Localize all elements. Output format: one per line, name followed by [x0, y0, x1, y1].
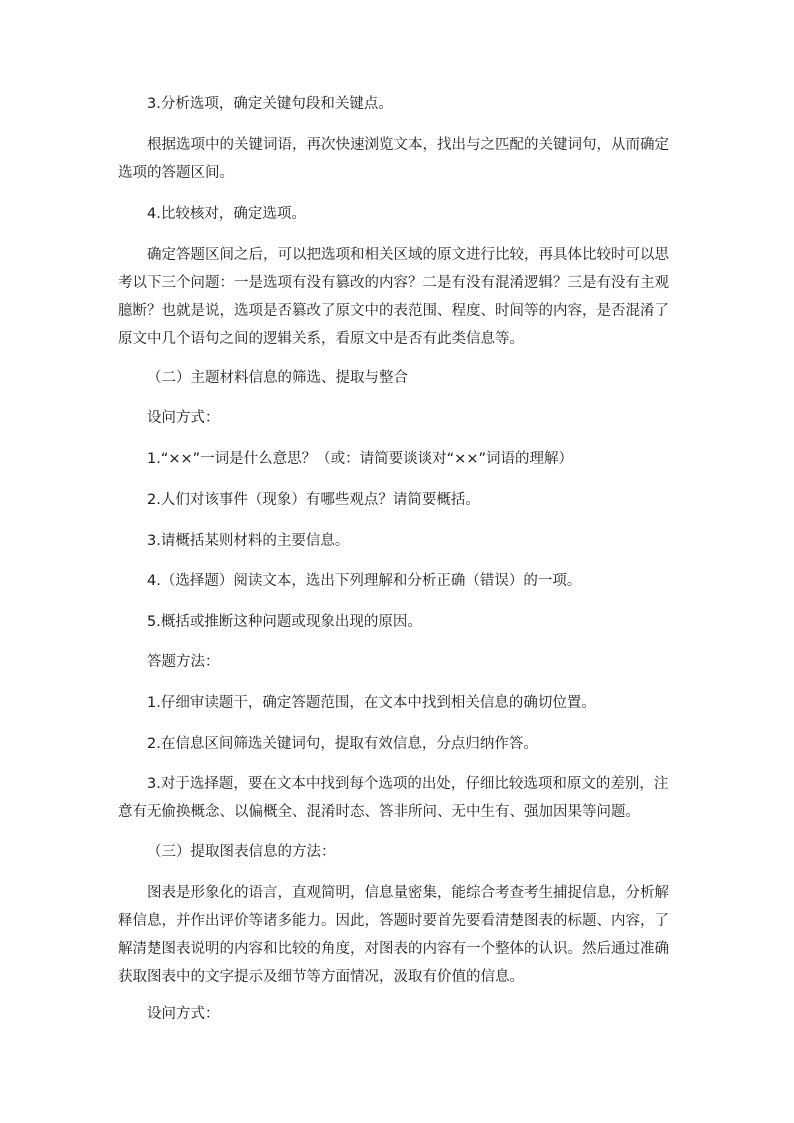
paragraph-keywords: 根据选项中的关键词语，再次快速浏览文本，找出与之匹配的关键词句，从而确定选项的答题区间。 [118, 137, 669, 181]
list-item-4: 4.（选择题）阅读文本，选出下列理解和分析正确（错误）的一项。 [147, 573, 582, 589]
paragraph-compare: 确定答题区间之后，可以把选项和相关区域的原文进行比较，再具体比较时可以思考以下三个问题：一是选项有没有篡改的内容？二是有没有混淆逻辑？三是有没有主观臆断？也就是说，选项是否篡改了原文中的表范围、程度、时间等的内容，是否混淆了原文中几个语句之间的逻辑关系，看原文中是否有此类信息等。 [118, 247, 669, 347]
section-heading-3: （三）提取图表信息的方法： [147, 844, 336, 860]
list-item-2: 2.人们对该事件（现象）有哪些观点？请简要概括。 [147, 492, 480, 508]
list-item-3: 3.请概括某则材料的主要信息。 [147, 533, 350, 549]
method-item-2: 2.在信息区间筛选关键词句，提取有效信息，分点归纳作答。 [147, 736, 538, 752]
method-item-1: 1.仔细审读题干，确定答题范围，在文本中找到相关信息的确切位置。 [147, 695, 596, 711]
list-item-5: 5.概括或推断这种问题或现象出现的原因。 [147, 614, 422, 630]
paragraph-chart-method: 图表是形象化的语言，直观简明，信息量密集，能综合考查考生捕捉信息，分析解释信息，并作出评价等诸多能力。因此，答题时要首先要看清楚图表的标题、内容，了解清楚图表说明的内容和比较的角度，对图表的内容有一个整体的认识。然后通过准确获取图表中的文字提示及细节等方面情况，汲取有价值的信息。 [118, 885, 669, 985]
label-question-style: 设问方式： [147, 410, 220, 426]
label-question-style-2: 设问方式： [147, 1006, 220, 1022]
heading-step-3: 3.分析选项，确定关键句段和关键点。 [147, 96, 393, 112]
section-heading-2: （二）主题材料信息的筛选、提取与整合 [147, 370, 408, 386]
list-item-1: 1.“××”一词是什么意思？（或：请简要谈谈对“××”词语的理解） [147, 451, 573, 467]
heading-step-4: 4.比较核对，确定选项。 [147, 206, 306, 222]
method-item-3: 3.对于选择题，要在文本中找到每个选项的出处，仔细比较选项和原文的差别，注意有无偷换概念、以偏概全、混淆时态、答非所问、无中生有、强加因果等问题。 [118, 776, 669, 820]
label-answer-method: 答题方法： [147, 654, 220, 670]
